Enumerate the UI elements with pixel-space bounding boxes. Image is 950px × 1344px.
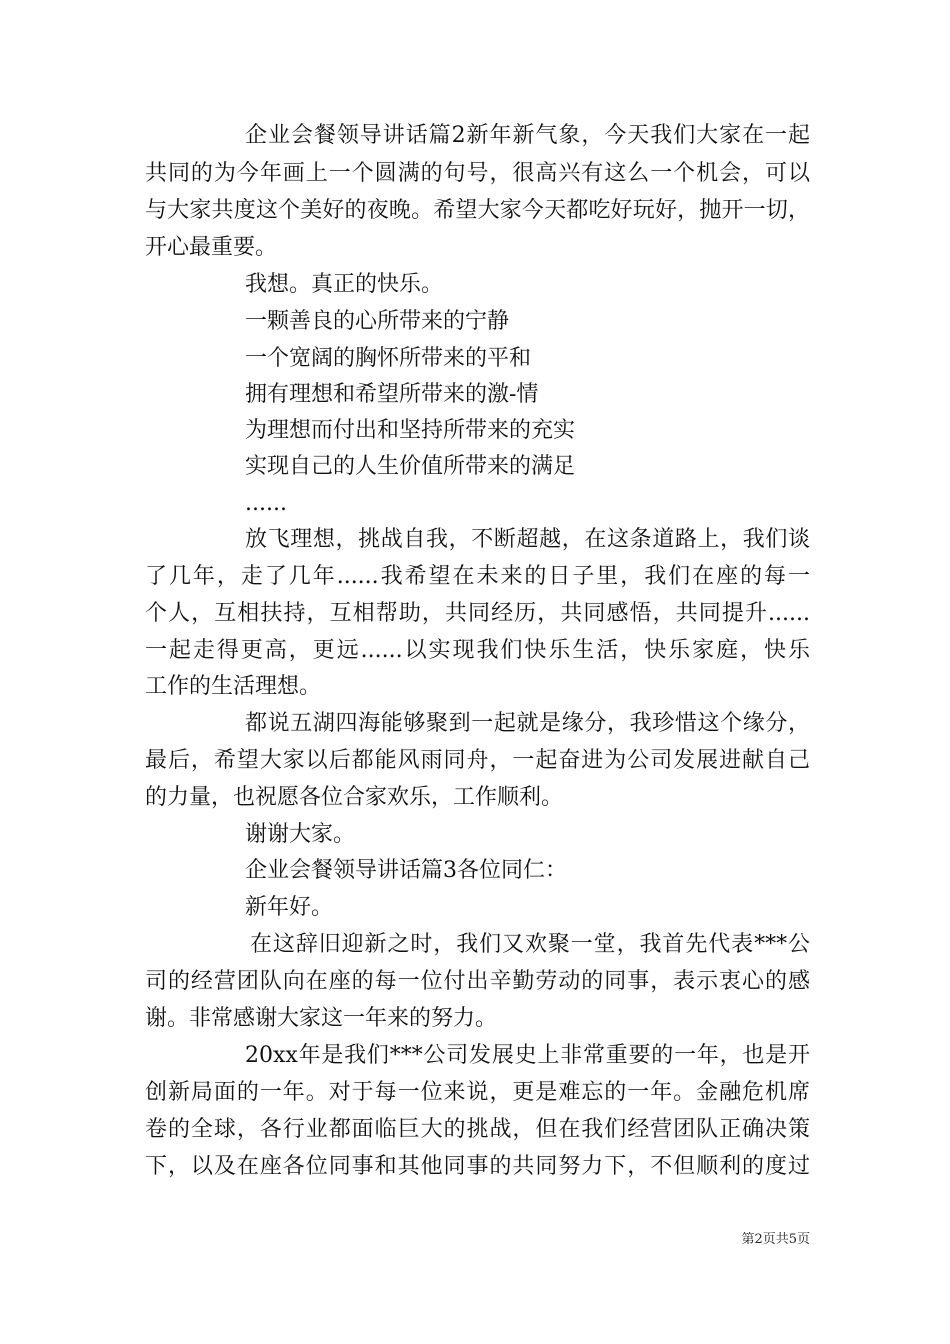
text-line: ......: [245, 491, 287, 516]
page-number: 第2页共5页: [741, 1232, 810, 1247]
text-line: 了几年，走了几年......我希望在未来的日子里，我们在座的每一: [145, 564, 810, 589]
text-line: 个人，互相扶持，互相帮助，共同经历，共同感悟，共同提升......: [145, 601, 810, 626]
text-line: 的力量，也祝愿各位合家欢乐，工作顺利。: [145, 785, 564, 810]
text-line: 新年好。: [245, 895, 334, 920]
text-line: 拥有理想和希望所带来的激-情: [245, 382, 539, 407]
text-line: 20xx年是我们***公司发展史上非常重要的一年，也是开: [245, 1043, 810, 1068]
text-line: 放飞理想，挑战自我，不断超越，在这条道路上，我们谈: [245, 527, 810, 552]
text-line: 企业会餐领导讲话篇2新年新气象，今天我们大家在一起: [245, 123, 810, 148]
text-line: 与大家共度这个美好的夜晚。希望大家今天都吃好玩好，抛开一切，: [145, 198, 810, 223]
text-line: 下，以及在座各位同事和其他同事的共同努力下，不但顺利的度过: [145, 1154, 810, 1179]
text-line: 我想。真正的快乐。: [245, 272, 444, 297]
text-line: 谢。非常感谢大家这一年来的努力。: [145, 1006, 498, 1031]
text-line: 司的经营团队向在座的每一位付出辛勤劳动的同事，表示衷心的感: [145, 969, 810, 994]
text-line: 创新局面的一年。对于每一位来说，更是难忘的一年。金融危机席: [145, 1080, 810, 1105]
text-line: 工作的生活理想。: [145, 674, 322, 699]
text-line: 卷的全球，各行业都面临巨大的挑战，但在我们经营团队正确决策: [145, 1117, 810, 1142]
text-line: 谢谢大家。: [245, 822, 356, 847]
text-line: 实现自己的人生价值所带来的满足: [245, 454, 576, 479]
text-line: 最后，希望大家以后都能风雨同舟，一起奋进为公司发展进献自己: [145, 748, 810, 773]
text-line: 在这辞旧迎新之时，我们又欢聚一堂，我首先代表***公: [250, 932, 810, 957]
text-line: 为理想而付出和坚持所带来的充实: [245, 418, 576, 443]
text-line: 共同的为今年画上一个圆满的句号，很高兴有这么一个机会，可以: [145, 161, 810, 186]
text-line: 开心最重要。: [145, 235, 278, 260]
text-line: 一颗善良的心所带来的宁静: [245, 309, 510, 334]
text-line: 一起走得更高，更远......以实现我们快乐生活，快乐家庭，快乐: [145, 638, 810, 663]
section-heading: 企业会餐领导讲话篇3各位同仁：: [245, 858, 567, 883]
text-line: 一个宽阔的胸怀所带来的平和: [245, 346, 532, 371]
text-line: 都说五湖四海能够聚到一起就是缘分，我珍惜这个缘分，: [245, 711, 810, 736]
